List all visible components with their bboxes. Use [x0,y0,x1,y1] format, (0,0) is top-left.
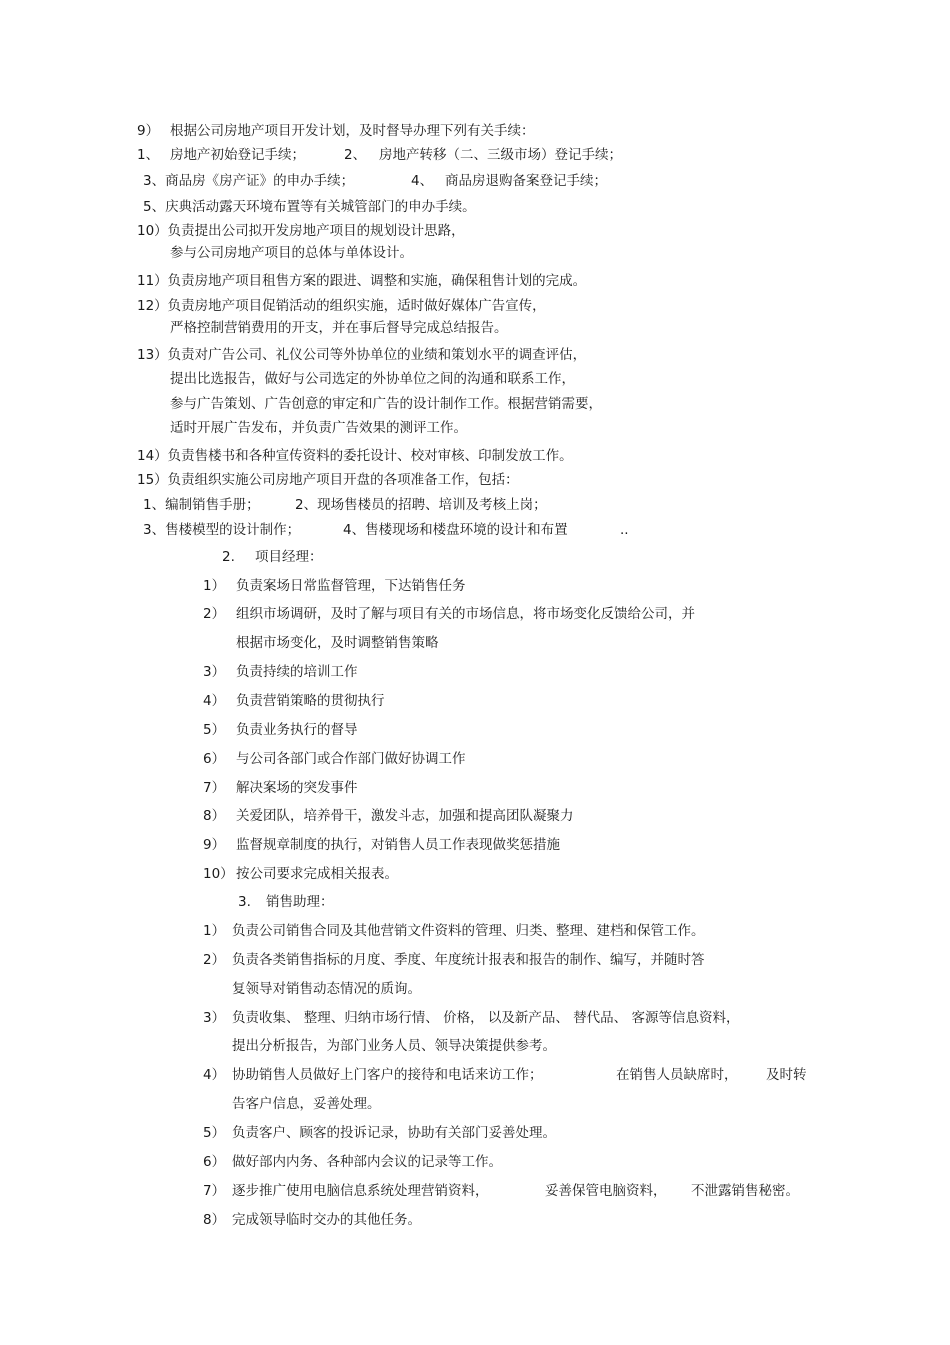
list-number: 2） [203,952,226,968]
list-text: 告客户信息，妥善处理。 [232,1096,381,1112]
list-text: 房地产转移（二、三级市场）登记手续； [379,147,622,163]
list-number: 5） [203,1125,226,1141]
list-text: 负责收集、 整理、归纳市场行情、 价格， 以及新产品、 替代品、 客源等信息资料， [232,1010,740,1026]
heading-text: 项目经理： [255,549,323,565]
list-text: 参与公司房地产项目的总体与单体设计。 [170,245,413,261]
list-text: 商品房退购备案登记手续； [445,173,607,189]
list-number: 4、 [411,173,434,189]
list-text: .. [620,522,629,538]
list-number: 1） [203,923,226,939]
list-text: 逐步推广使用电脑信息系统处理营销资料， [232,1183,489,1199]
list-number: 7） [203,1183,226,1199]
list-text: 完成领导临时交办的其他任务。 [232,1212,421,1228]
list-text: 组织市场调研，及时了解与项目有关的市场信息，将市场变化反馈给公司，并 [236,606,695,622]
list-text: 做好部内内务、各种部内会议的记录等工作。 [232,1154,502,1170]
list-number: 6） [203,751,226,767]
list-text: 负责案场日常监督管理，下达销售任务 [236,578,466,594]
list-number: 1） [203,578,226,594]
list-text: 负责持续的培训工作 [236,664,358,680]
list-text: 监督规章制度的执行，对销售人员工作表现做奖惩措施 [236,837,560,853]
list-text: 与公司各部门或合作部门做好协调工作 [236,751,466,767]
list-text: 负责客户、顾客的投诉记录，协助有关部门妥善处理。 [232,1125,556,1141]
list-text: 10）负责提出公司拟开发房地产项目的规划设计思路， [137,223,465,239]
list-text: 15）负责组织实施公司房地产项目开盘的各项准备工作，包括： [137,472,519,488]
list-text: 4、售楼现场和楼盘环境的设计和布置 [343,522,568,538]
list-text: 提出比选报告，做好与公司选定的外协单位之间的沟通和联系工作， [170,371,575,387]
list-text: 12）负责房地产项目促销活动的组织实施，适时做好媒体广告宣传， [137,298,546,314]
list-text: 房地产初始登记手续； [170,147,305,163]
heading-number: 2. [222,549,235,565]
list-number: 7） [203,780,226,796]
list-text: 严格控制营销费用的开支，并在事后督导完成总结报告。 [170,320,508,336]
list-text: 解决案场的突发事件 [236,780,358,796]
list-number: 9） [137,123,160,139]
list-text: 不泄露销售秘密。 [691,1183,799,1199]
heading-number: 3. [238,894,251,910]
list-text: 负责业务执行的督导 [236,722,358,738]
list-text: 及时转 [766,1067,807,1083]
list-text: 协助销售人员做好上门客户的接待和电话来访工作； [232,1067,543,1083]
list-number: 8） [203,1212,226,1228]
list-text: 5、庆典活动露天环境布置等有关城管部门的申办手续。 [143,199,476,215]
list-text: 在销售人员缺席时， [616,1067,738,1083]
list-number: 4） [203,693,226,709]
list-number: 8） [203,808,226,824]
list-text: 负责各类销售指标的月度、季度、年度统计报表和报告的制作、编写，并随时答 [232,952,705,968]
list-number: 5） [203,722,226,738]
list-text: 根据公司房地产项目开发计划，及时督导办理下列有关手续： [170,123,535,139]
list-text: 负责公司销售合同及其他营销文件资料的管理、归类、整理、建档和保管工作。 [232,923,705,939]
list-text: 14）负责售楼书和各种宣传资料的委托设计、校对审核、印制发放工作。 [137,448,573,464]
list-text: 2、现场售楼员的招聘、培训及考核上岗； [295,497,547,513]
list-number: 10） [203,866,234,882]
list-text: 妥善保管电脑资料， [545,1183,667,1199]
list-text: 11）负责房地产项目租售方案的跟进、调整和实施，确保租售计划的完成。 [137,273,587,289]
heading-text: 销售助理： [266,894,334,910]
list-number: 2、 [344,147,367,163]
list-number: 1、 [137,147,160,163]
list-text: 13）负责对广告公司、礼仪公司等外协单位的业绩和策划水平的调查评估， [137,347,587,363]
list-text: 根据市场变化，及时调整销售策略 [236,635,439,651]
list-text: 负责营销策略的贯彻执行 [236,693,385,709]
list-number: 6） [203,1154,226,1170]
list-text: 适时开展广告发布，并负责广告效果的测评工作。 [170,420,467,436]
list-text: 关爱团队，培养骨干，激发斗志，加强和提高团队凝聚力 [236,808,574,824]
list-number: 3） [203,1010,226,1026]
list-number: 4） [203,1067,226,1083]
list-text: 复领导对销售动态情况的质询。 [232,981,421,997]
list-text: 提出分析报告，为部门业务人员、领导决策提供参考。 [232,1038,556,1054]
list-text: 3、售楼模型的设计制作； [143,522,301,538]
list-number: 2） [203,606,226,622]
list-text: 1、编制销售手册； [143,497,260,513]
list-text: 按公司要求完成相关报表。 [236,866,398,882]
list-text: 3、商品房《房产证》的申办手续； [143,173,355,189]
list-number: 3） [203,664,226,680]
list-text: 参与广告策划、广告创意的审定和广告的设计制作工作。根据营销需要， [170,396,602,412]
list-number: 9） [203,837,226,853]
